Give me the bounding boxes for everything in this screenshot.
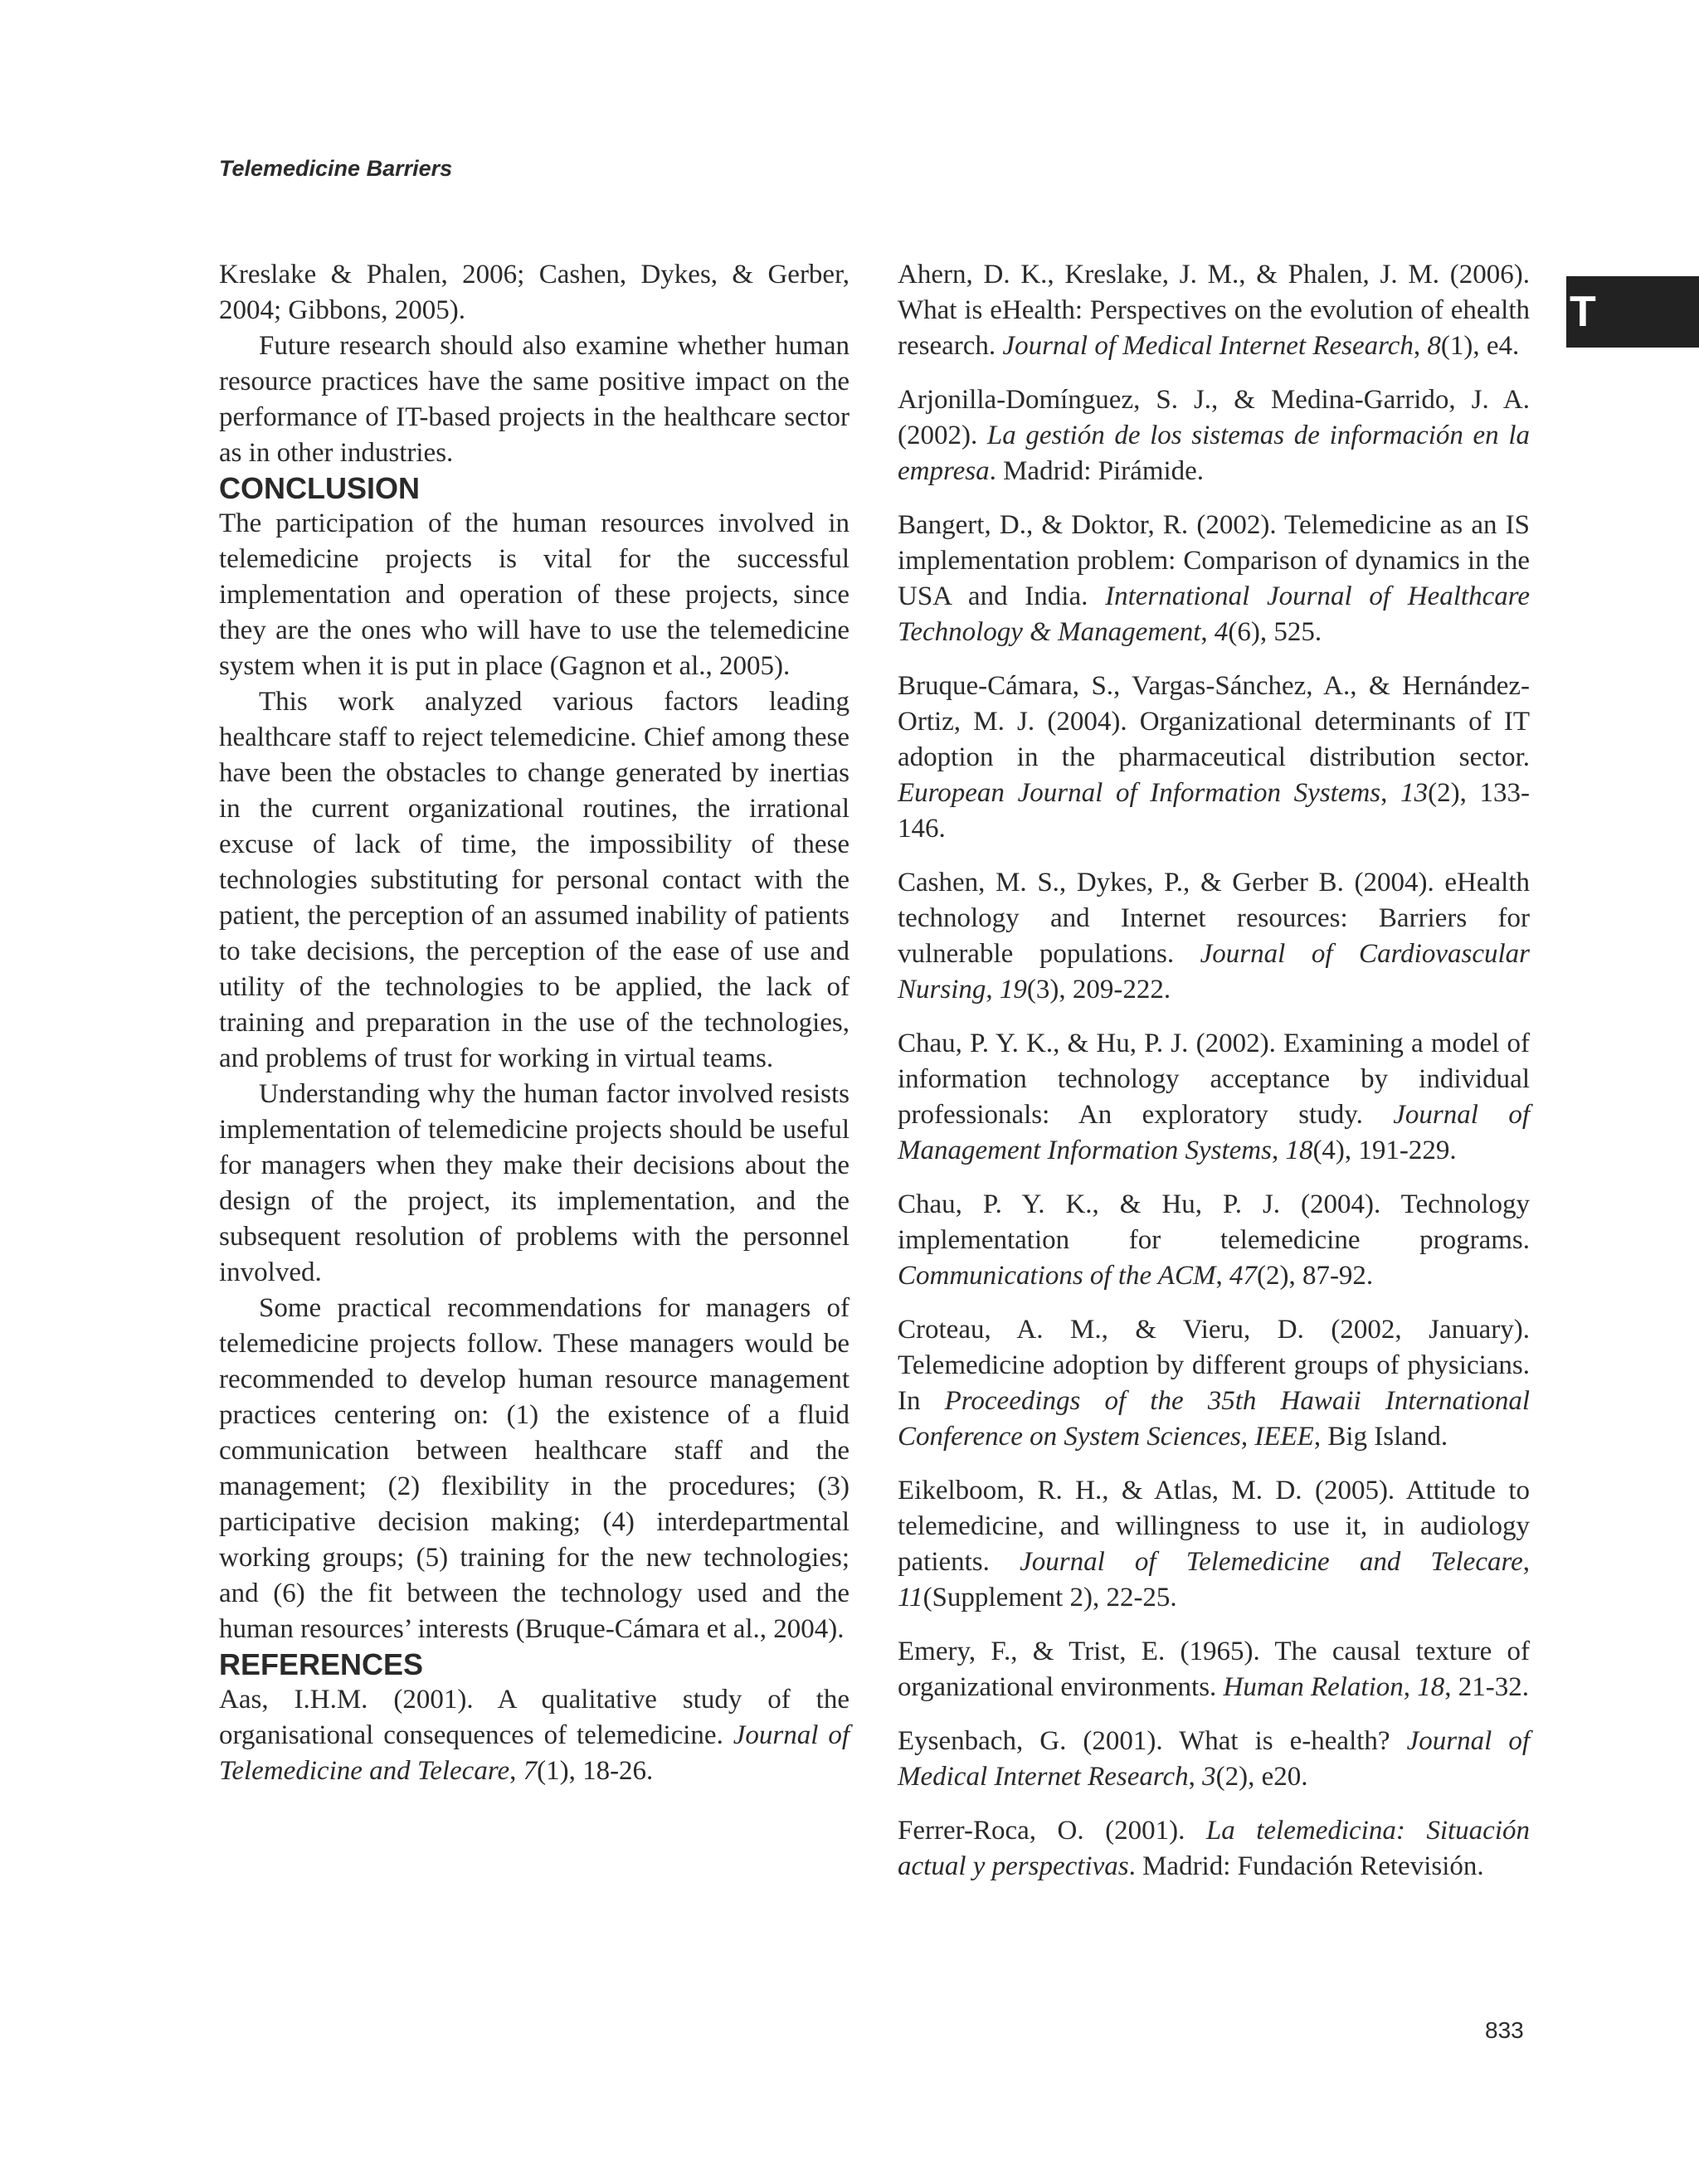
ref-text: (1), 18-26. bbox=[537, 1756, 654, 1786]
ref-text: Ahern, D. K., Kreslake, J. M., & Phalen, J. M. (2006). What is eHealth: Perspectives on the evolution of ehealth research. bbox=[898, 260, 1530, 361]
ref-text: Chau, P. Y. K., & Hu, P. J. (2002). Examining a model of information technology acceptance by individual professionals: An exploratory study. bbox=[898, 1029, 1530, 1130]
ref-volume: 47 bbox=[1229, 1261, 1257, 1291]
ref-text: Ferrer-Roca, O. (2001). bbox=[898, 1816, 1206, 1846]
ref-text: (2), 133-146. bbox=[898, 778, 1530, 844]
ref-volume: 3 bbox=[1202, 1762, 1216, 1792]
ref-text: Bruque-Cámara, S., Vargas-Sánchez, A., & Hernández-Ortiz, M. J. (2004). Organizational determinants of IT adoption in the pharmaceutical distribution sector. bbox=[898, 671, 1530, 772]
page-number: 833 bbox=[1485, 2017, 1524, 2043]
continued-paragraph: Kreslake & Phalen, 2006; Cashen, Dykes, & Gerber, 2004; Gibbons, 2005). bbox=[219, 260, 850, 325]
conclusion-paragraph: Some practical recommendations for managers of telemedicine projects follow. These managers would be recommended to develop human resource management practices centering on: (1) the existence of a fluid communication between healthcare staff and the management; (2) flexibility in the procedures; (3) participative decision making; (4) interdepartmental working groups; (5) training for the new technologies; and (6) the fit between the technology used and the human resources’ interests (Bruque-Cámara et al., 2004). bbox=[219, 1293, 850, 1644]
ref-text: , bbox=[1215, 1261, 1229, 1291]
ref-volume: 18 bbox=[1285, 1136, 1313, 1165]
ref-volume: 11 bbox=[898, 1583, 923, 1612]
references-heading: REFERENCES bbox=[219, 1647, 424, 1681]
reference-entry bbox=[898, 1634, 1530, 1705]
ref-volume: 7 bbox=[523, 1756, 538, 1786]
ref-source: Journal of Cardiovascular Nursing bbox=[898, 939, 1530, 1004]
ref-source: Journal of Telemedicine and Telecare bbox=[219, 1720, 850, 1786]
conclusion-heading: CONCLUSION bbox=[219, 471, 420, 505]
ref-text: Aas, I.H.M. (2001). A qualitative study of the organisational consequences of telemedicine. bbox=[219, 1685, 850, 1750]
ref-text: , 21-32. bbox=[1444, 1672, 1530, 1702]
right-column-references bbox=[898, 257, 1530, 1903]
ref-text: . Madrid: Pirámide. bbox=[989, 456, 1205, 486]
ref-text: , bbox=[1413, 331, 1428, 361]
future-research-paragraph: Future research should also examine whether human resource practices have the same positive impact on the performance of IT-based projects in the healthcare sector as in other industries. bbox=[219, 331, 850, 468]
reference-entry bbox=[898, 1187, 1530, 1294]
ref-source: La telemedicina: Situación actual y perspectivas bbox=[898, 1816, 1531, 1881]
ref-text: (1), e4. bbox=[1440, 331, 1520, 361]
reference-entry bbox=[898, 1724, 1530, 1795]
ref-source: Journal of Medical Internet Research bbox=[898, 1726, 1531, 1792]
reference-entry bbox=[898, 1473, 1530, 1616]
ref-text: Emery, F., & Trist, E. (1965). The causal texture of organizational environments. bbox=[898, 1637, 1530, 1702]
ref-text: , bbox=[986, 975, 1000, 1004]
ref-source: European Journal of Information Systems bbox=[898, 778, 1381, 808]
running-head-title: Telemedicine Barriers bbox=[219, 156, 453, 181]
ref-text: (Supplement 2), 22-25. bbox=[923, 1583, 1177, 1612]
reference-entry bbox=[898, 1312, 1530, 1455]
reference-entry bbox=[219, 1682, 850, 1789]
ref-text: (2), 87-92. bbox=[1256, 1261, 1374, 1291]
ref-text: Eysenbach, G. (2001). What is e-health? bbox=[898, 1726, 1407, 1756]
ref-text: , Big Island. bbox=[1313, 1422, 1448, 1452]
ref-source: Human Relation bbox=[1223, 1672, 1404, 1702]
ref-source: Communications of the ACM bbox=[898, 1261, 1216, 1291]
ref-source: Journal of Medical Internet Research bbox=[1002, 331, 1414, 361]
ref-text: Croteau, A. M., & Vieru, D. (2002, January). Telemedicine adoption by different groups of physicians. In bbox=[898, 1315, 1530, 1416]
ref-text: Bangert, D., & Doktor, R. (2002). Telemedicine as an IS implementation problem: Comparison of dynamics in the USA and India. bbox=[898, 510, 1530, 611]
ref-volume: 4 bbox=[1214, 617, 1229, 647]
ref-text: , bbox=[1200, 617, 1215, 647]
ref-text: (3), 209-222. bbox=[1026, 975, 1171, 1004]
ref-text: , bbox=[1188, 1762, 1203, 1792]
ref-text: Chau, P. Y. K., & Hu, P. J. (2004). Technology implementation for telemedicine programs. bbox=[898, 1189, 1530, 1255]
ref-text: Eikelboom, R. H., & Atlas, M. D. (2005). Attitude to telemedicine, and willingness to use it, in audiology patients. bbox=[898, 1476, 1530, 1577]
ref-volume: 8 bbox=[1427, 331, 1441, 361]
ref-source: Proceedings of the 35th Hawaii International Conference on System Sciences, IEEE bbox=[898, 1386, 1530, 1452]
ref-volume: 19 bbox=[999, 975, 1027, 1004]
ref-text: , bbox=[1403, 1672, 1418, 1702]
conclusion-paragraph: This work analyzed various factors leading healthcare staff to reject telemedicine. Chief among these have been the obstacles to change generated by inertias in the current organizational routines, the irrational excuse of lack of time, the impossibility of these technologies substituting for personal contact with the patient, the perception of an assumed inability of patients to take decisions, the perception of the ease of use and utility of the technologies to be applied, the lack of training and preparation in the use of the technologies, and problems of trust for working in virtual teams. bbox=[219, 687, 850, 1073]
ref-text: , bbox=[509, 1756, 523, 1786]
ref-text: (6), 525. bbox=[1228, 617, 1322, 647]
ref-text: , bbox=[1522, 1547, 1530, 1577]
left-column bbox=[219, 257, 850, 1789]
reference-entry bbox=[898, 257, 1530, 364]
ref-text: (4), 191-229. bbox=[1312, 1136, 1457, 1165]
ref-text: . Madrid: Fundación Retevisión. bbox=[1128, 1851, 1484, 1881]
ref-text: , bbox=[1271, 1136, 1286, 1165]
ref-volume: 13 bbox=[1400, 778, 1429, 808]
ref-text: , bbox=[1380, 778, 1401, 808]
reference-entry bbox=[898, 1026, 1530, 1169]
ref-text: Arjonilla-Domínguez, S. J., & Medina-Garrido, J. A. (2002). bbox=[898, 385, 1530, 450]
ref-source: Journal of Telemedicine and Telecare bbox=[1020, 1547, 1523, 1577]
reference-entry bbox=[898, 508, 1530, 650]
ref-text: Cashen, M. S., Dykes, P., & Gerber B. (2004). eHealth technology and Internet resources: Barriers for vulnerable populations. bbox=[898, 868, 1530, 969]
ref-volume: 18 bbox=[1417, 1672, 1445, 1702]
reference-entry bbox=[898, 1813, 1530, 1885]
reference-entry bbox=[898, 865, 1530, 1008]
ref-source: Journal of Management Information Systems bbox=[898, 1100, 1531, 1165]
conclusion-paragraph: The participation of the human resources involved in telemedicine projects is vital for the successful implementation and operation of these projects, since they are the ones who will have to use the telemedicine system when it is put in place (Gagnon et al., 2005). bbox=[219, 508, 850, 681]
ref-source: La gestión de los sistemas de información en la empresa bbox=[898, 421, 1530, 486]
reference-entry bbox=[898, 382, 1530, 489]
section-thumb-tab: T bbox=[1566, 276, 1699, 348]
ref-source: International Journal of Healthcare Technology & Management bbox=[898, 581, 1530, 647]
ref-text: (2), e20. bbox=[1215, 1762, 1308, 1792]
conclusion-paragraph: Understanding why the human factor involved resists implementation of telemedicine projects should be useful for managers when they make their decisions about the design of the project, its implementation, and the subsequent resolution of problems with the personnel involved. bbox=[219, 1079, 850, 1287]
reference-entry bbox=[898, 669, 1530, 847]
